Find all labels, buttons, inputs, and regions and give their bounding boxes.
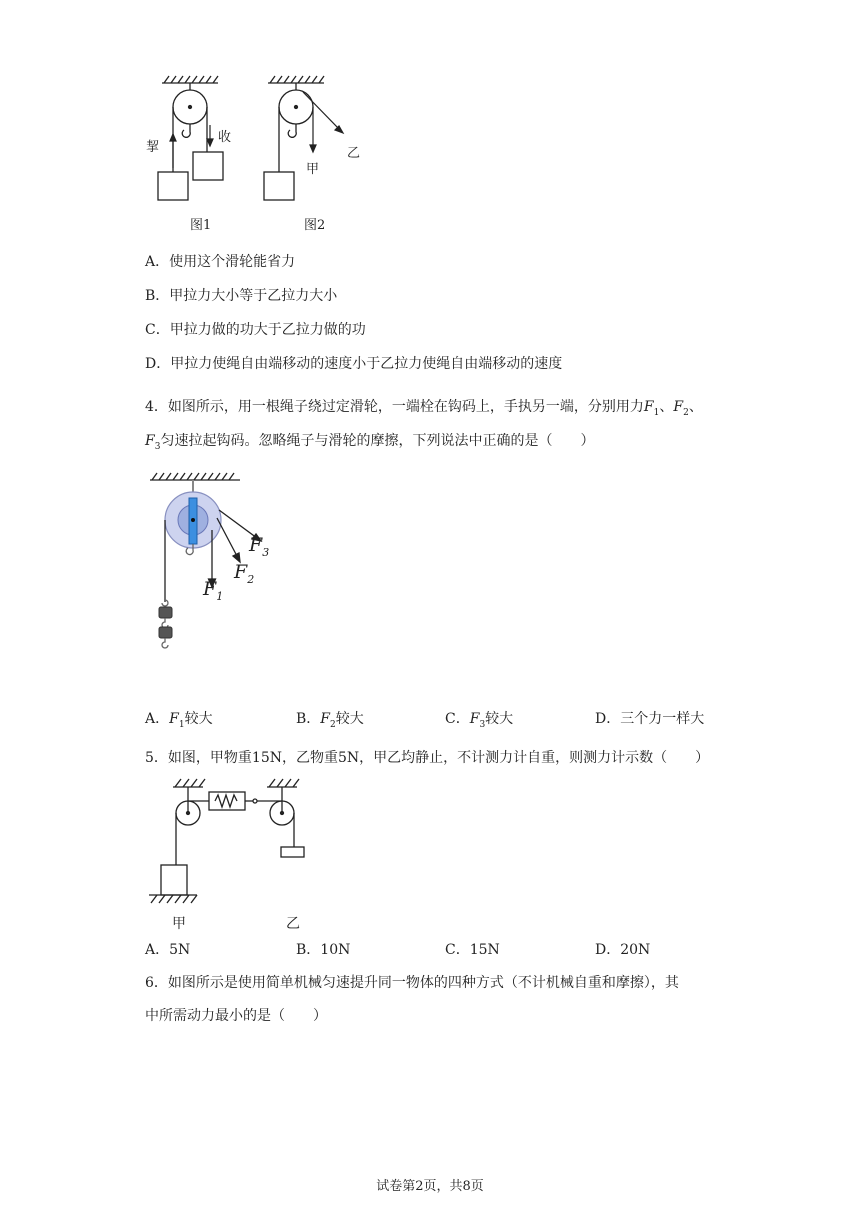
fig2-label-a: 甲 [306, 162, 320, 177]
q5-spring-scale [188, 792, 282, 810]
q6-stem-line1: 6．如图所示是使用简单机械匀速提升同一物体的四种方式（不计机械自重和摩擦），其 [145, 975, 679, 991]
fig1-weight-right [193, 152, 223, 180]
fig1-label-pull: 挈 [146, 140, 160, 155]
q5-label-jia: 甲 [172, 916, 186, 932]
q4-hook-weights [159, 600, 172, 648]
q4-fig-f1: $F_1$ [203, 578, 224, 603]
q4-ceiling [150, 473, 240, 480]
q4-option-c: C．$F_3$较大 [445, 711, 514, 730]
fig2-ceiling [268, 76, 324, 83]
fig2-caption: 图2 [304, 218, 326, 233]
q5-label-yi: 乙 [286, 916, 300, 932]
q4-option-d: D．三个力一样大 [595, 711, 705, 727]
q3-option-d: D．甲拉力使绳自由端移动的速度小于乙拉力使绳自由端移动的速度 [145, 356, 563, 372]
q5-spring-scale-figure [145, 775, 315, 915]
q4-fig-f3: $F_3$ [249, 534, 270, 559]
fig2-weight [264, 172, 294, 200]
q5-left-support [173, 779, 205, 825]
fig1-pulley [173, 83, 207, 172]
q5-right-support [267, 779, 304, 857]
q5-option-c: C．15N [445, 942, 500, 958]
q3-option-b: B．甲拉力大小等于乙拉力大小 [145, 288, 338, 304]
q3-option-a: A．使用这个滑轮能省力 [145, 254, 296, 270]
fig1-caption: 图1 [190, 218, 212, 233]
q4-stem-line2: $F_3$匀速拉起钩码。忽略绳子与滑轮的摩擦，下列说法中正确的是（ ） [145, 433, 595, 452]
fig1-ceiling [162, 76, 218, 83]
q4-fig-f2: $F_2$ [234, 561, 255, 586]
q4-pulley-figure [145, 470, 285, 655]
fig1-weight-left [158, 172, 188, 200]
q3-option-c: C．甲拉力做的功大于乙拉力做的功 [145, 322, 366, 338]
q5-option-b: B．10N [296, 942, 351, 958]
page-footer: 试卷第2页，共8页 [376, 1179, 484, 1194]
q4-option-a: A．$F_1$较大 [145, 711, 213, 730]
fig1-label-collect: 收 [218, 130, 232, 145]
q6-stem-line2: 中所需动力最小的是（ ） [145, 1008, 327, 1024]
q5-stem: 5．如图，甲物重15N，乙物重5N，甲乙均静止，不计测力计自重，则测力计示数（ ） [145, 750, 710, 766]
q5-option-d: D．20N [595, 942, 651, 958]
q4-stem-line1: 4．如图所示，用一根绳子绕过定滑轮，一端栓在钩码上，手执另一端，分别用力$F_1$、$F_2$、 [145, 399, 703, 418]
q4-option-b: B．$F_2$较大 [296, 711, 364, 730]
q3-pulley-figures [140, 70, 380, 240]
fig2-arrows [303, 92, 343, 152]
q5-left-weight [149, 813, 197, 903]
fig2-label-b: 乙 [347, 146, 361, 161]
q5-option-a: A．5N [145, 942, 191, 958]
